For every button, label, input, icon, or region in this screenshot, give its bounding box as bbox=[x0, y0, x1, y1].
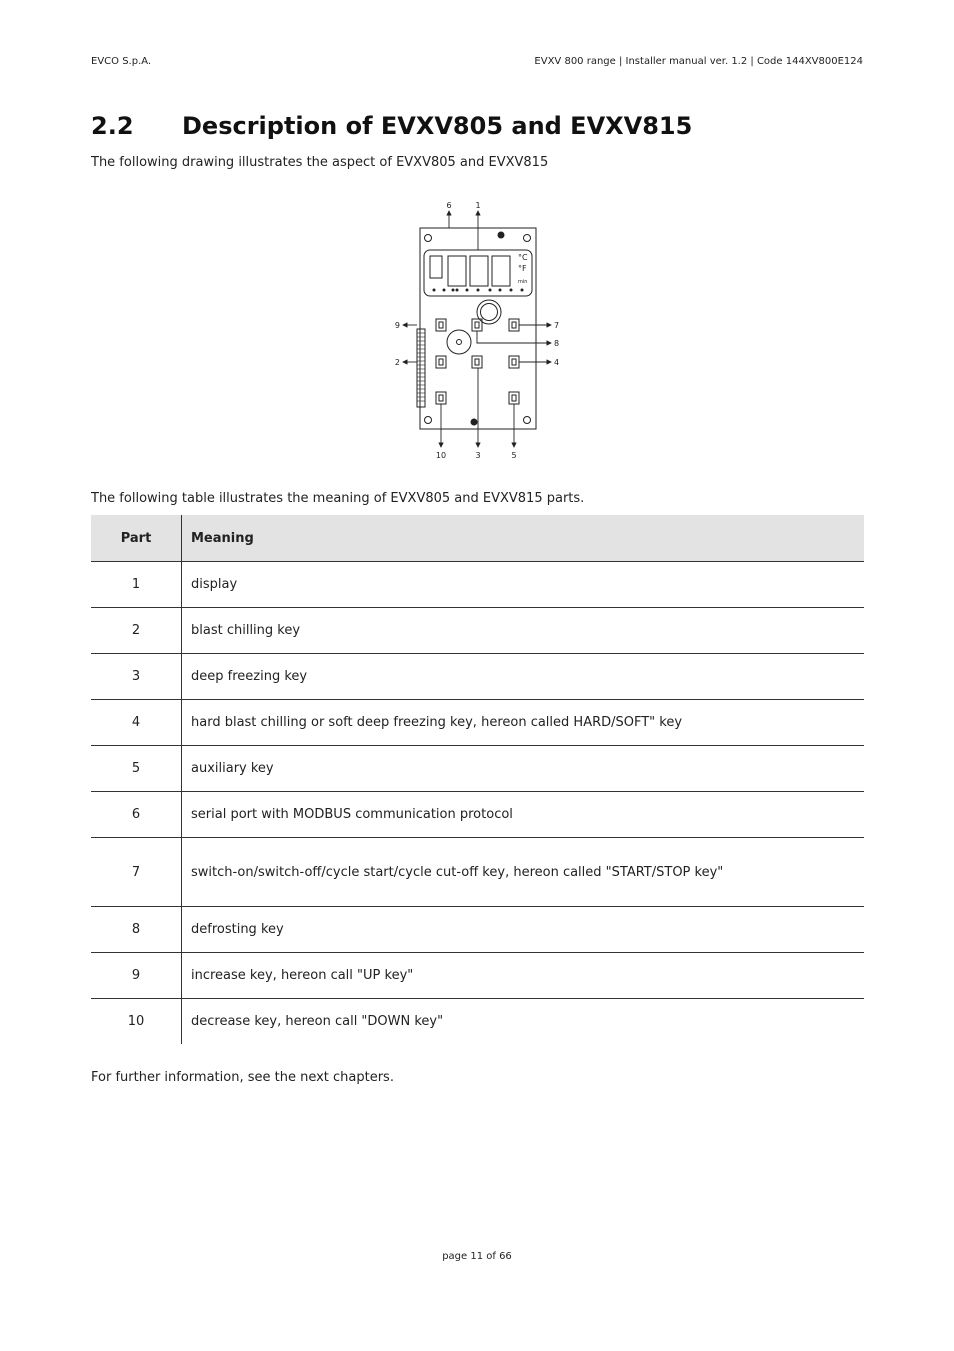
part-cell: 10 bbox=[91, 999, 182, 1045]
display-digit bbox=[430, 256, 442, 278]
part-cell: 7 bbox=[91, 838, 182, 907]
table-row bbox=[91, 907, 864, 953]
key-start-stop bbox=[509, 319, 519, 331]
key-down bbox=[436, 392, 446, 404]
mount-hole bbox=[524, 417, 531, 424]
key-blast-chilling bbox=[436, 356, 446, 368]
part-cell: 2 bbox=[91, 608, 182, 654]
mount-hole bbox=[425, 235, 432, 242]
intro-paragraph: The following drawing illustrates the aspect of EVXV805 and EVXV815 bbox=[91, 155, 549, 170]
mount-hole bbox=[425, 417, 432, 424]
led-ring bbox=[447, 330, 471, 354]
meaning-cell: increase key, hereon call "UP key" bbox=[182, 953, 865, 999]
key-auxiliary bbox=[509, 392, 519, 404]
led-dot bbox=[457, 340, 462, 345]
page-number: page 11 of 66 bbox=[442, 1251, 512, 1262]
key-up bbox=[436, 319, 446, 331]
table-header-row bbox=[91, 515, 864, 562]
table-row bbox=[91, 700, 864, 746]
part-cell: 3 bbox=[91, 654, 182, 700]
meaning-cell: switch-on/switch-off/cycle start/cycle cut-off key, hereon called "START/STOP key" bbox=[182, 838, 865, 907]
section-heading bbox=[91, 112, 692, 140]
table-row bbox=[91, 999, 864, 1045]
meaning-cell: defrosting key bbox=[182, 907, 865, 953]
callout-8: 8 bbox=[554, 339, 560, 348]
meaning-cell: display bbox=[182, 562, 865, 608]
screw-top bbox=[498, 232, 505, 239]
unit-minutes: min bbox=[518, 279, 528, 285]
meaning-cell: serial port with MODBUS communication protocol bbox=[182, 792, 865, 838]
part-cell: 5 bbox=[91, 746, 182, 792]
header-company: EVCO S.p.A. bbox=[91, 56, 152, 67]
part-cell: 6 bbox=[91, 792, 182, 838]
outro-paragraph: For further information, see the next chapters. bbox=[91, 1070, 394, 1085]
table-row bbox=[91, 838, 864, 907]
part-cell: 8 bbox=[91, 907, 182, 953]
meaning-cell: hard blast chilling or soft deep freezing key, hereon called HARD/SOFT" key bbox=[182, 700, 865, 746]
buzzer-ring-inner bbox=[481, 304, 498, 321]
meaning-cell: deep freezing key bbox=[182, 654, 865, 700]
table-row bbox=[91, 562, 864, 608]
section-number: 2.2 bbox=[91, 112, 134, 140]
screw-bottom bbox=[471, 419, 478, 426]
callout-9: 9 bbox=[394, 321, 400, 330]
callout-6: 6 bbox=[446, 201, 452, 210]
table-row bbox=[91, 608, 864, 654]
table-row bbox=[91, 654, 864, 700]
table-intro-paragraph: The following table illustrates the meaning of EVXV805 and EVXV815 parts. bbox=[91, 491, 585, 506]
unit-celsius: °C bbox=[518, 253, 528, 262]
key-deep-freezing bbox=[472, 356, 482, 368]
unit-fahrenheit: °F bbox=[518, 264, 527, 273]
callout-10: 10 bbox=[435, 451, 447, 460]
callout-4: 4 bbox=[554, 358, 560, 367]
callout-2: 2 bbox=[394, 358, 400, 367]
table-row bbox=[91, 792, 864, 838]
display-digit bbox=[492, 256, 510, 286]
device-drawing bbox=[390, 198, 570, 468]
header-meaning: Meaning bbox=[182, 515, 865, 562]
header-part: Part bbox=[91, 515, 182, 562]
section-title: Description of EVXV805 and EVXV815 bbox=[182, 112, 693, 140]
callout-3: 3 bbox=[475, 451, 481, 460]
mount-hole bbox=[524, 235, 531, 242]
meaning-cell: blast chilling key bbox=[182, 608, 865, 654]
display-digit bbox=[448, 256, 466, 286]
table-row bbox=[91, 953, 864, 999]
meaning-cell: auxiliary key bbox=[182, 746, 865, 792]
key-hard-soft bbox=[509, 356, 519, 368]
part-cell: 9 bbox=[91, 953, 182, 999]
header-doc-ref: EVXV 800 range | Installer manual ver. 1.2 | Code 144XV800E124 bbox=[534, 56, 863, 67]
meaning-cell: decrease key, hereon call "DOWN key" bbox=[182, 999, 865, 1045]
callout-1: 1 bbox=[475, 201, 481, 210]
parts-table bbox=[91, 515, 864, 1044]
table-row bbox=[91, 746, 864, 792]
part-cell: 4 bbox=[91, 700, 182, 746]
callout-5: 5 bbox=[511, 451, 517, 460]
callout-7: 7 bbox=[554, 321, 560, 330]
part-cell: 1 bbox=[91, 562, 182, 608]
display-digit bbox=[470, 256, 488, 286]
